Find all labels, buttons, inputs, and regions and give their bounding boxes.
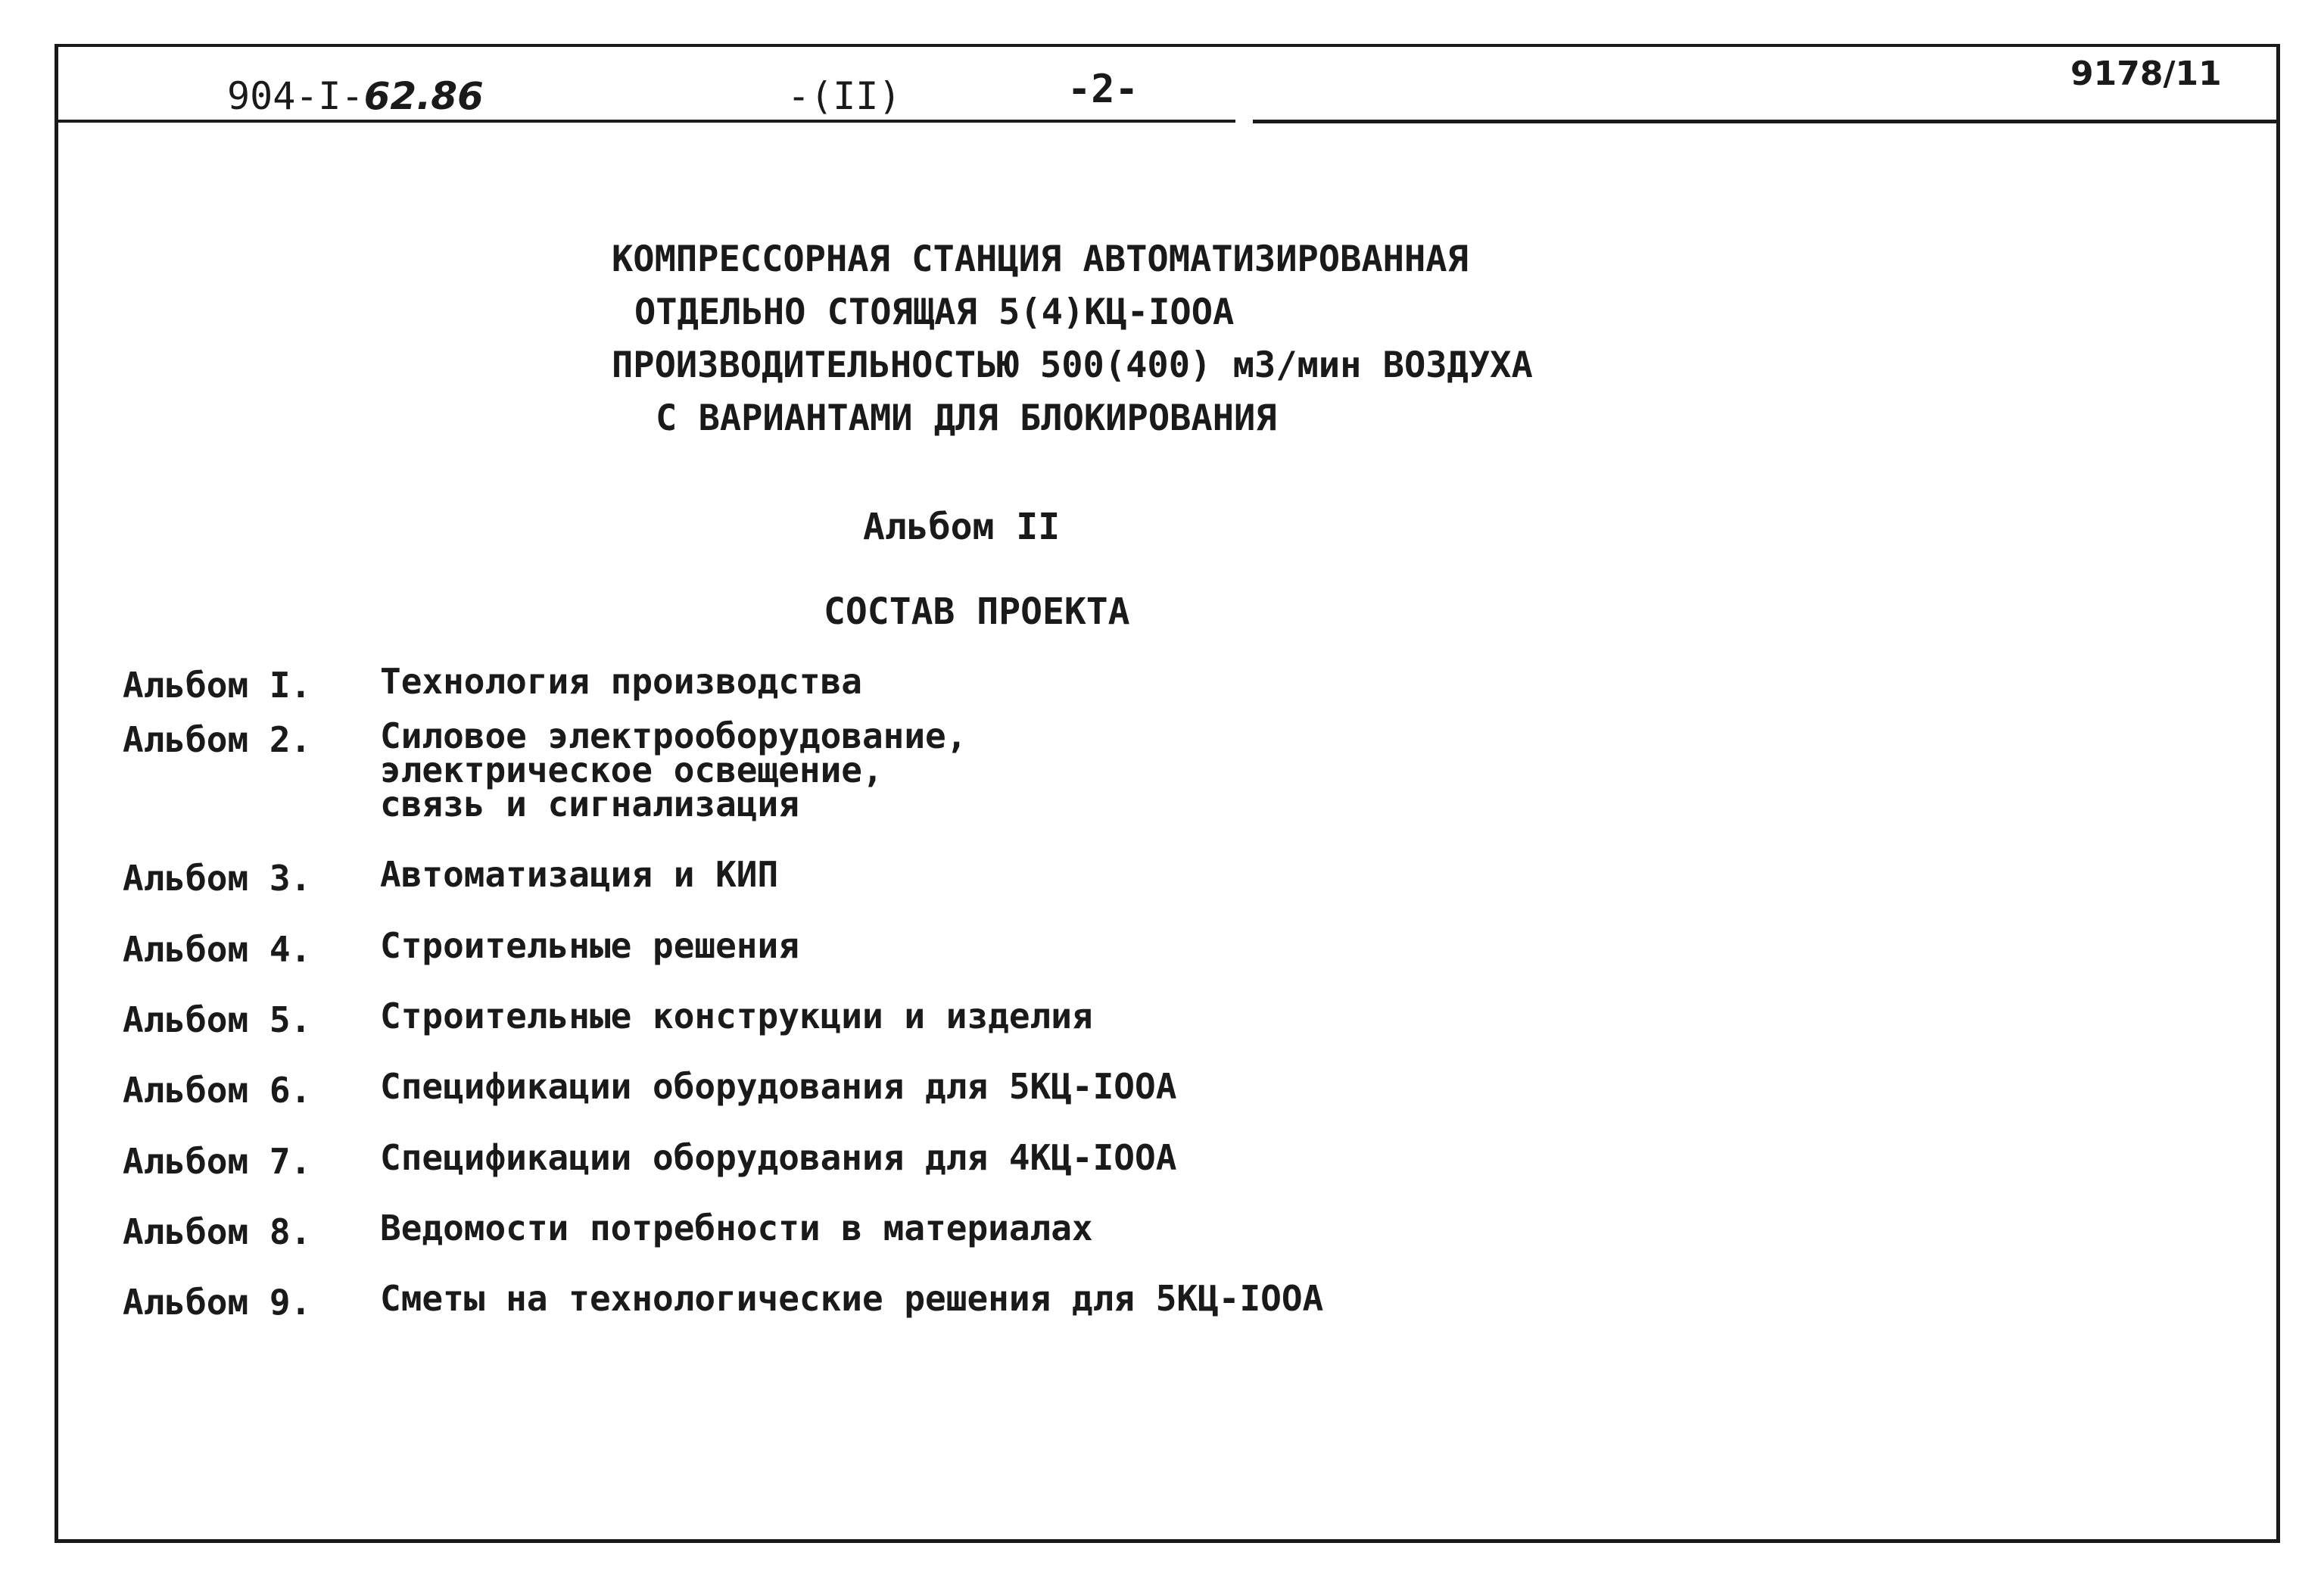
album-4-label: Альбом 4. (123, 929, 312, 970)
album-8-desc (380, 1208, 1093, 1248)
album-2-line-2: электрическое освещение, (380, 750, 883, 790)
album-9-label: Альбом 9. (123, 1282, 312, 1323)
document-code (227, 74, 484, 118)
header-rule-right (1253, 120, 2280, 123)
album-2-desc (380, 715, 967, 824)
title-line-1: КОМПРЕССОРНАЯ СТАНЦИЯ АВТОМАТИЗИРОВАННАЯ (612, 238, 1469, 280)
page-number: -2- (1067, 67, 1139, 112)
title-line-2: ОТДЕЛЬНО СТОЯЩАЯ 5(4)КЦ-IOOA (634, 291, 1235, 333)
album-5-label: Альбом 5. (123, 999, 312, 1040)
document-code-prefix: 904-I- (227, 74, 364, 118)
album-2-line-1: Силовое электрооборудование, (380, 715, 967, 756)
document-code-handwritten: 62.86 (363, 74, 484, 118)
album-8-line-1: Ведомости потребности в материалах (380, 1208, 1093, 1248)
album-5-line-1: Строительные конструкции и изделия (380, 996, 1093, 1036)
album-1-label: Альбом I. (123, 665, 312, 706)
album-6-label: Альбом 6. (123, 1070, 312, 1111)
album-3-desc (380, 854, 779, 895)
album-6-line-1: Спецификации оборудования для 5КЦ-IOOA (380, 1066, 1177, 1107)
album-7-label: Альбом 7. (123, 1141, 312, 1182)
album-6-desc (380, 1066, 1177, 1107)
album-heading: Альбом II (863, 506, 1061, 548)
album-2-line-3: связь и сигнализация (380, 784, 799, 824)
album-3-label: Альбом 3. (123, 858, 312, 899)
album-8-label: Альбом 8. (123, 1211, 312, 1252)
album-4-desc (380, 925, 799, 966)
album-1-line-1: Технология производства (380, 661, 862, 702)
album-2-label: Альбом 2. (123, 719, 312, 760)
title-line-3: ПРОИЗВОДИТЕЛЬНОСТЬЮ 500(400) м3/мин ВОЗДУХА (612, 344, 1533, 386)
album-marker: -(II) (787, 74, 902, 118)
album-3-line-1: Автоматизация и КИП (380, 854, 779, 895)
album-7-desc (380, 1137, 1177, 1178)
header-rule-left (55, 120, 1235, 123)
album-7-line-1: Спецификации оборудования для 4КЦ-IOOA (380, 1137, 1177, 1178)
album-1-desc (380, 661, 862, 702)
composition-heading: СОСТАВ ПРОЕКТА (824, 591, 1130, 633)
album-9-line-1: Сметы на технологические решения для 5КЦ-IOOA (380, 1278, 1324, 1319)
title-line-4: С ВАРИАНТАМИ ДЛЯ БЛОКИРОВАНИЯ (656, 397, 1277, 439)
album-4-line-1: Строительные решения (380, 925, 799, 966)
album-9-desc (380, 1278, 1324, 1319)
album-5-desc (380, 996, 1093, 1036)
sheet-number: 9178/11 (2070, 55, 2222, 93)
